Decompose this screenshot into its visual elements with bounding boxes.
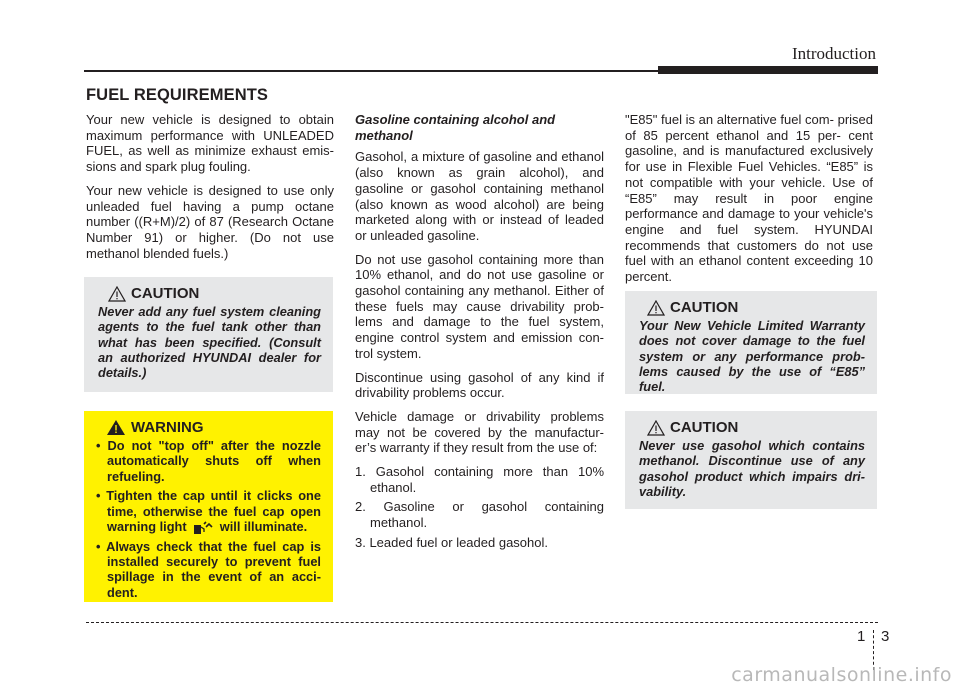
subheading-gasoline-alcohol: Gasoline containing alcohol and methanol: [355, 112, 556, 143]
warning-list: [92, 438, 321, 600]
e85-paragraph: "E85" fuel is an alternative fuel com- prised of 85 percent ethanol and 15 per- cent gasoline, and is manufactured exclusively for use in Flexible Fuel Vehicles. “E85” is not compatible with your vehicle. Use of “E85” may result in poor engine performance and damage to your vehicle's engine and fuel system. HYUNDAI recommends that customers do not use fuel with an ethanol content exceeding 10 percent.: [625, 112, 873, 285]
caution-heading: CAUTION: [131, 285, 200, 302]
caution-heading: CAUTION: [670, 419, 739, 436]
warning-item-2-suffix: will illuminate.: [219, 519, 308, 535]
list-item: 1. Gasohol containing more than 10% ethanol.: [355, 464, 604, 495]
warning-triangle-icon: [647, 300, 665, 316]
fuel-cap-warning-icon: [192, 521, 214, 535]
page-number: 3: [881, 628, 890, 645]
section-title: FUEL REQUIREMENTS: [86, 86, 268, 104]
column-2: [355, 112, 604, 555]
list-item: 2. Gasoline or gasohol containing methanol.: [355, 499, 604, 531]
caution-heading: CAUTION: [670, 299, 739, 316]
footer-dashed-rule: [86, 622, 878, 623]
caution-body: Never use gasohol which contains methanol. Discontinue use of any gasohol product which impairs dri- vability.: [639, 438, 865, 499]
gasohol-paragraph-4: Vehicle damage or drivability problems may not be covered by the manufactur- er’s warranty if they result from the use of:: [355, 408, 604, 456]
gasohol-paragraph-3: Discontinue using gasohol of any kind if drivability problems occur.: [355, 369, 604, 401]
caution-box-methanol: [625, 411, 877, 509]
intro-paragraph-2: Your new vehicle is designed to use only unleaded fuel having a pump octane number ((R+M)/2) of 87 (Research Octane Number 91) or higher. (Do not use methanol blended fuels.): [86, 182, 334, 261]
warning-item-3: • Always check that the fuel cap is installed securely to prevent fuel spillage in the event of an acci- dent.: [96, 538, 321, 600]
warning-item-1: • Do not "top off" after the nozzle automatically shuts off when refueling.: [96, 438, 321, 484]
warranty-exclusion-list: [355, 464, 604, 551]
gasohol-paragraph-2: Do not use gasohol containing more than 10% ethanol, and do not use gasoline or gasohol containing any methanol. Either of these fuels may cause drivability prob- lems and damage to the fuel system, engine control system and emission con- trol system.: [355, 251, 604, 361]
caution-box-e85: [625, 291, 877, 394]
warning-triangle-icon: [106, 419, 126, 436]
warning-heading: WARNING: [131, 419, 204, 436]
caution-body: Your New Vehicle Limited Warranty does not cover damage to the fuel system or any performance prob- lems caused by the use of “E85” fuel.: [639, 318, 865, 395]
gasohol-paragraph-1: Gasohol, a mixture of gasoline and ethanol (also known as grain alcohol), and gasoline or gasohol containing methanol (also known as wood alcohol) are being marketed along with or instead of leaded or unleaded gasoline.: [355, 149, 604, 243]
caution-box-cleaning: [84, 277, 333, 392]
warning-item-2: [92, 488, 321, 534]
intro-paragraph-1: Your new vehicle is designed to obtain maximum performance with UNLEADED FUEL, as well as minimize exhaust emis- sions and spark plug fouling.: [86, 112, 334, 175]
header-bar: [658, 66, 878, 74]
chapter-number: 1: [857, 628, 866, 645]
header-title: Introduction: [791, 44, 876, 63]
warning-box: [84, 411, 333, 602]
column-3: [625, 112, 873, 293]
warning-triangle-icon: [108, 286, 126, 302]
list-item: 3. Leaded fuel or leaded gasohol.: [355, 534, 548, 550]
column-1: [86, 112, 334, 269]
header-rule: [84, 70, 660, 72]
watermark: carmanualsonline.info: [731, 664, 952, 686]
warning-triangle-icon: [647, 420, 665, 436]
warning-item-2-text: • Tighten the cap until it clicks one time, otherwise the fuel cap open warning light: [96, 488, 321, 535]
caution-body: Never add any fuel system cleaning agents to the fuel tank other than what has been specified. (Consult an authorized HYUNDAI dealer for details.): [98, 304, 321, 381]
